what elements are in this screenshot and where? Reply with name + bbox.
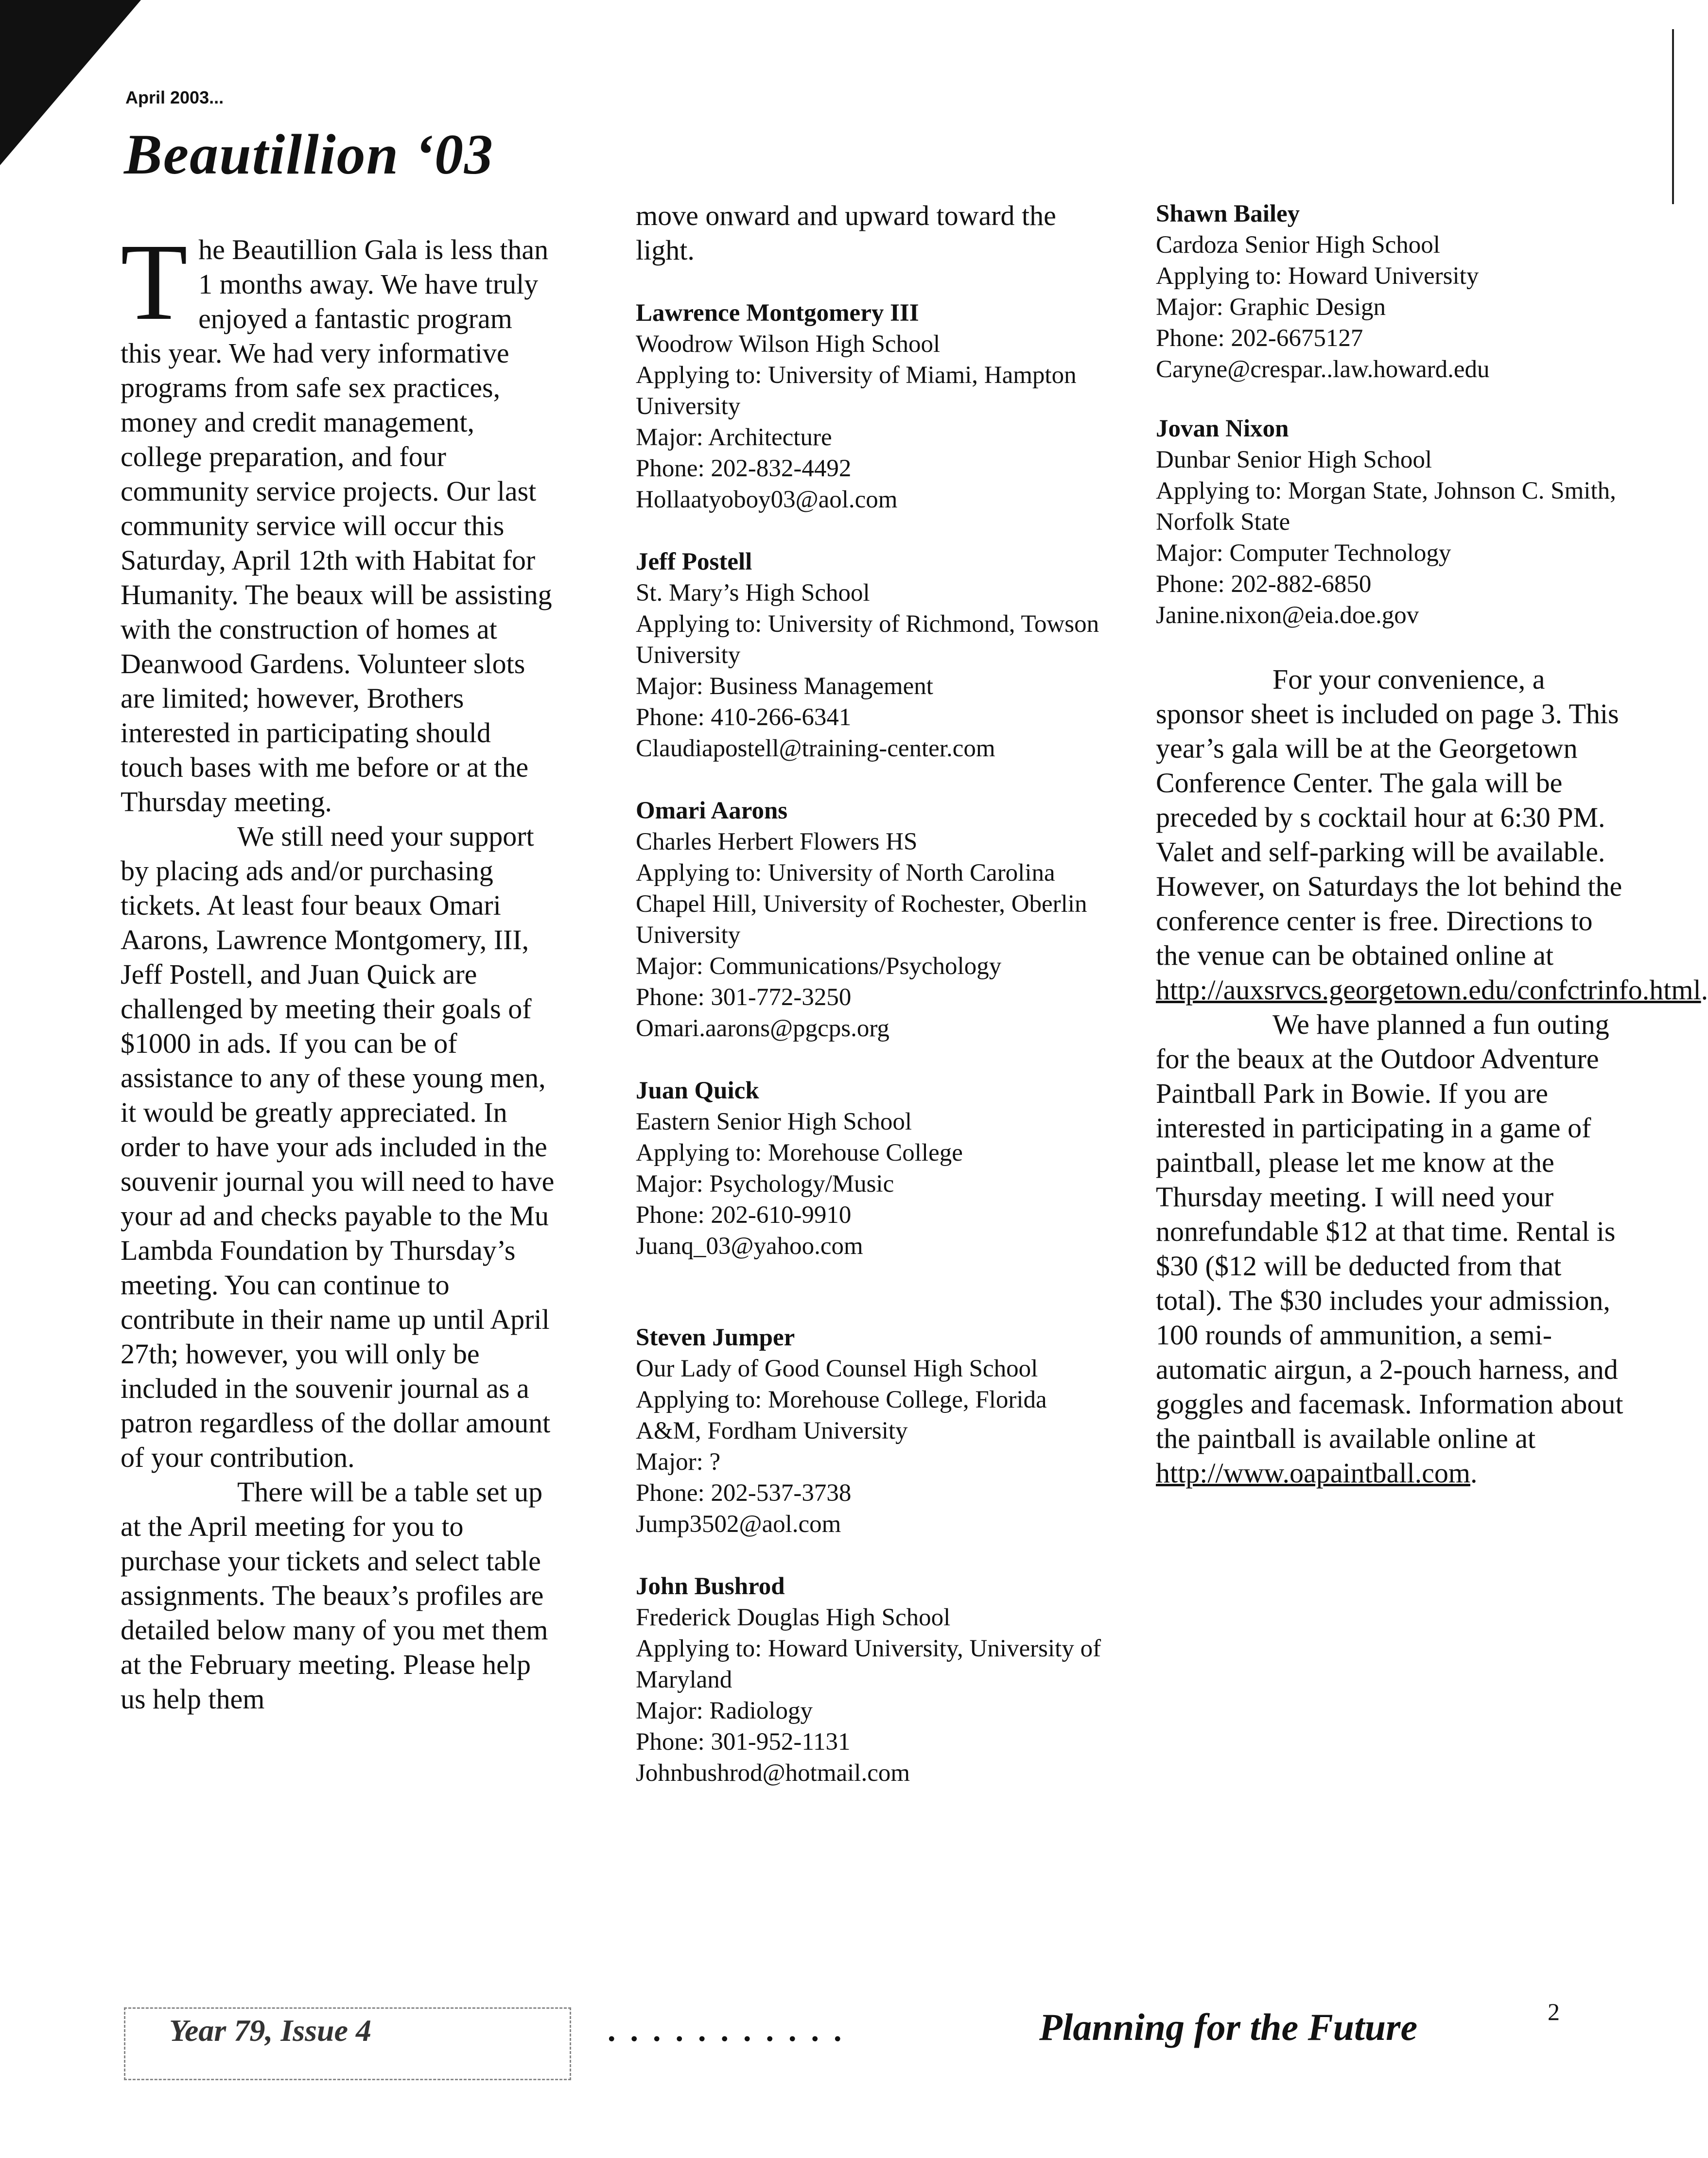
beau-major: Major: ?: [636, 1448, 721, 1476]
beau-applying: Applying to: University of North Carolina Chapel Hill, University of Rochester, Oberlin University: [636, 859, 1087, 949]
beau-major: Major: Architecture: [636, 424, 832, 451]
beau-applying: Applying to: Howard University: [1156, 262, 1479, 290]
intro-paragraph: [121, 221, 558, 819]
gala-info: [1156, 662, 1708, 1490]
venue-paragraph: For your convenience, a sponsor sheet is included on page 3. This year’s gala will be at the Georgetown Conference Center. The gala will be preceded by s cocktail hour at 6:30 PM. Valet and self-parking will be available. However, on Saturdays the lot behind the conference center is free. Directions to the venue can be obtained online at http://auxsrvcs.georgetown.edu/confctrinfo.html.: [1156, 663, 1708, 1006]
beau-profile: [636, 546, 1102, 764]
issue-box: [124, 2007, 571, 2080]
tickets-paragraph: There will be a table set up at the April meeting for you to purchase your tickets and select table assignments. The beaux’s profiles are detailed below many of you met them at the February meeting. Please help us help them: [121, 1476, 548, 1715]
beau-major: Major: Computer Technology: [1156, 540, 1451, 567]
column-3: [1156, 198, 1708, 1490]
beau-profile: [636, 1075, 1102, 1262]
beau-school: Charles Herbert Flowers HS: [636, 828, 918, 855]
beau-name: Juan Quick: [636, 1077, 759, 1104]
beau-applying: Applying to: University of Miami, Hampton University: [636, 362, 1077, 420]
beau-school: Woodrow Wilson High School: [636, 331, 941, 358]
paintball-paragraph-text: We have planned a fun outing for the beaux at the Outdoor Adventure Paintball Park in Bowie. If you are interested in participating in a game of paintball, please let me know at the Thursday meeting. I will need your nonrefundable $12 at that time. Rental is $30 ($12 will be deducted from that total). The $30 includes your admission, 100 rounds of ammunition, a semi-automatic airgun, a 2-pouch harness, and goggles and facemask. Information about the paintball is available online at: [1156, 1009, 1623, 1454]
beau-profile: [636, 795, 1102, 1044]
venue-link[interactable]: http://auxsrvcs.georgetown.edu/confctrinfo.html: [1156, 974, 1701, 1006]
beau-phone: Phone: 202-832-4492: [636, 455, 852, 482]
beau-phone: Phone: 301-772-3250: [636, 984, 852, 1011]
column-1: [121, 221, 558, 1716]
paintball-paragraph: We have planned a fun outing for the beaux at the Outdoor Adventure Paintball Park in Bowie. If you are interested in participating in a game of paintball, please let me know at the Thursday meeting. I will need your nonrefundable $12 at that time. Rental is $30 ($12 will be deducted from that total). The $30 includes your admission, 100 rounds of ammunition, a semi-automatic airgun, a 2-pouch harness, and goggles and facemask. Information about the paintball is available online at http://www.oapaintball.com.: [1156, 1009, 1623, 1489]
beau-school: St. Mary’s High School: [636, 579, 870, 607]
beau-name: Omari Aarons: [636, 797, 788, 824]
beau-applying: Applying to: Morgan State, Johnson C. Smith, Norfolk State: [1156, 477, 1616, 536]
beau-name: Jovan Nixon: [1156, 415, 1289, 442]
venue-paragraph-text: For your convenience, a sponsor sheet is included on page 3. This year’s gala will be at the Georgetown Conference Center. The gala will be preceded by s cocktail hour at 6:30 PM. Valet and self-parking will be available. However, on Saturdays the lot behind the conference center is free. Directions to the venue can be obtained online at: [1156, 663, 1622, 971]
beau-name: John Bushrod: [636, 1573, 785, 1600]
beau-profile: [1156, 198, 1632, 385]
page-number: 2: [1548, 1998, 1560, 2025]
beau-email: Hollaatyoboy03@aol.com: [636, 486, 898, 513]
beau-phone: Phone: 202-6675127: [1156, 325, 1363, 352]
beau-major: Major: Graphic Design: [1156, 294, 1386, 321]
beau-name: Jeff Postell: [636, 548, 752, 575]
corner-triangle-decoration: [0, 0, 141, 165]
continued-text: move onward and upward toward the light.: [636, 200, 1056, 266]
beau-profile: [1156, 413, 1632, 631]
beau-school: Eastern Senior High School: [636, 1108, 912, 1135]
beau-name: Shawn Bailey: [1156, 200, 1300, 227]
beau-email: Jump3502@aol.com: [636, 1511, 841, 1538]
issue-label: Year 79, Issue 4: [169, 2013, 372, 2048]
beau-school: Dunbar Senior High School: [1156, 446, 1432, 473]
beau-school: Our Lady of Good Counsel High School: [636, 1355, 1038, 1382]
beau-applying: Applying to: Morehouse College, Florida A&M, Fordham University: [636, 1386, 1047, 1444]
beau-phone: Phone: 202-537-3738: [636, 1479, 852, 1507]
article-title: Beautillion ‘03: [124, 122, 494, 186]
beau-major: Major: Communications/Psychology: [636, 953, 1002, 980]
margin-rule: [1672, 29, 1674, 204]
beau-major: Major: Psychology/Music: [636, 1170, 894, 1198]
beau-school: Cardoza Senior High School: [1156, 231, 1440, 259]
beau-profile: [636, 1571, 1102, 1789]
beau-major: Major: Business Management: [636, 673, 933, 700]
beau-major: Major: Radiology: [636, 1697, 813, 1724]
beau-email: Caryne@crespar..law.howard.edu: [1156, 356, 1490, 383]
beau-profile: [636, 1322, 1102, 1540]
paintball-link[interactable]: http://www.oapaintball.com: [1156, 1457, 1471, 1489]
beau-email: Juanq_03@yahoo.com: [636, 1233, 863, 1260]
beau-name: Lawrence Montgomery III: [636, 299, 919, 327]
newsletter-motto: Planning for the Future: [1039, 2006, 1418, 2048]
beau-phone: Phone: 301-952-1131: [636, 1728, 851, 1756]
beau-school: Frederick Douglas High School: [636, 1604, 951, 1631]
column-2: [636, 198, 1102, 1820]
beau-applying: Applying to: Morehouse College: [636, 1139, 963, 1166]
issue-date: April 2003...: [125, 87, 224, 107]
beau-phone: Phone: 202-882-6850: [1156, 571, 1372, 598]
beau-email: Johnbushrod@hotmail.com: [636, 1759, 910, 1787]
spacer: [636, 1293, 1102, 1322]
beau-email: Omari.aarons@pgcps.org: [636, 1015, 889, 1042]
beau-phone: Phone: 410-266-6341: [636, 704, 852, 731]
leader-dots: ...........: [608, 2013, 856, 2048]
beau-email: Janine.nixon@eia.doe.gov: [1156, 602, 1419, 629]
beau-phone: Phone: 202-610-9910: [636, 1201, 852, 1229]
beau-profile: [636, 297, 1102, 515]
ads-paragraph: We still need your support by placing ads and/or purchasing tickets. At least four beaux Omari Aarons, Lawrence Montgomery, III, Jeff Postell, and Juan Quick are challenged by meeting their goals of $1000 in ads. If you can be of assistance to any of these young men, it would be greatly appreciated. In order to have your ads included in the souvenir journal you will need to have your ad and checks payable to the Mu Lambda Foundation by Thursday’s meeting. You can continue to contribute in their name up until April 27th; however, you will only be included in the souvenir journal as a patron regardless of the dollar amount of your contribution.: [121, 820, 555, 1473]
beau-email: Claudiapostell@training-center.com: [636, 735, 995, 762]
beau-applying: Applying to: University of Richmond, Towson University: [636, 610, 1099, 669]
drop-cap: T: [121, 221, 188, 343]
intro-paragraph-text: he Beautillion Gala is less than 1 months away. We have truly enjoyed a fantastic program this year. We had very informative programs from safe sex practices, money and credit management, college preparation, and four community service projects. Our last community service will occur this Saturday, April 12th with Habitat for Humanity. The beaux will be assisting with the construction of homes at Deanwood Gardens. Volunteer slots are limited; however, Brothers interested in participating should touch bases with me before or at the Thursday meeting.: [121, 234, 552, 818]
beau-name: Steven Jumper: [636, 1324, 795, 1351]
beau-applying: Applying to: Howard University, University of Maryland: [636, 1635, 1101, 1693]
